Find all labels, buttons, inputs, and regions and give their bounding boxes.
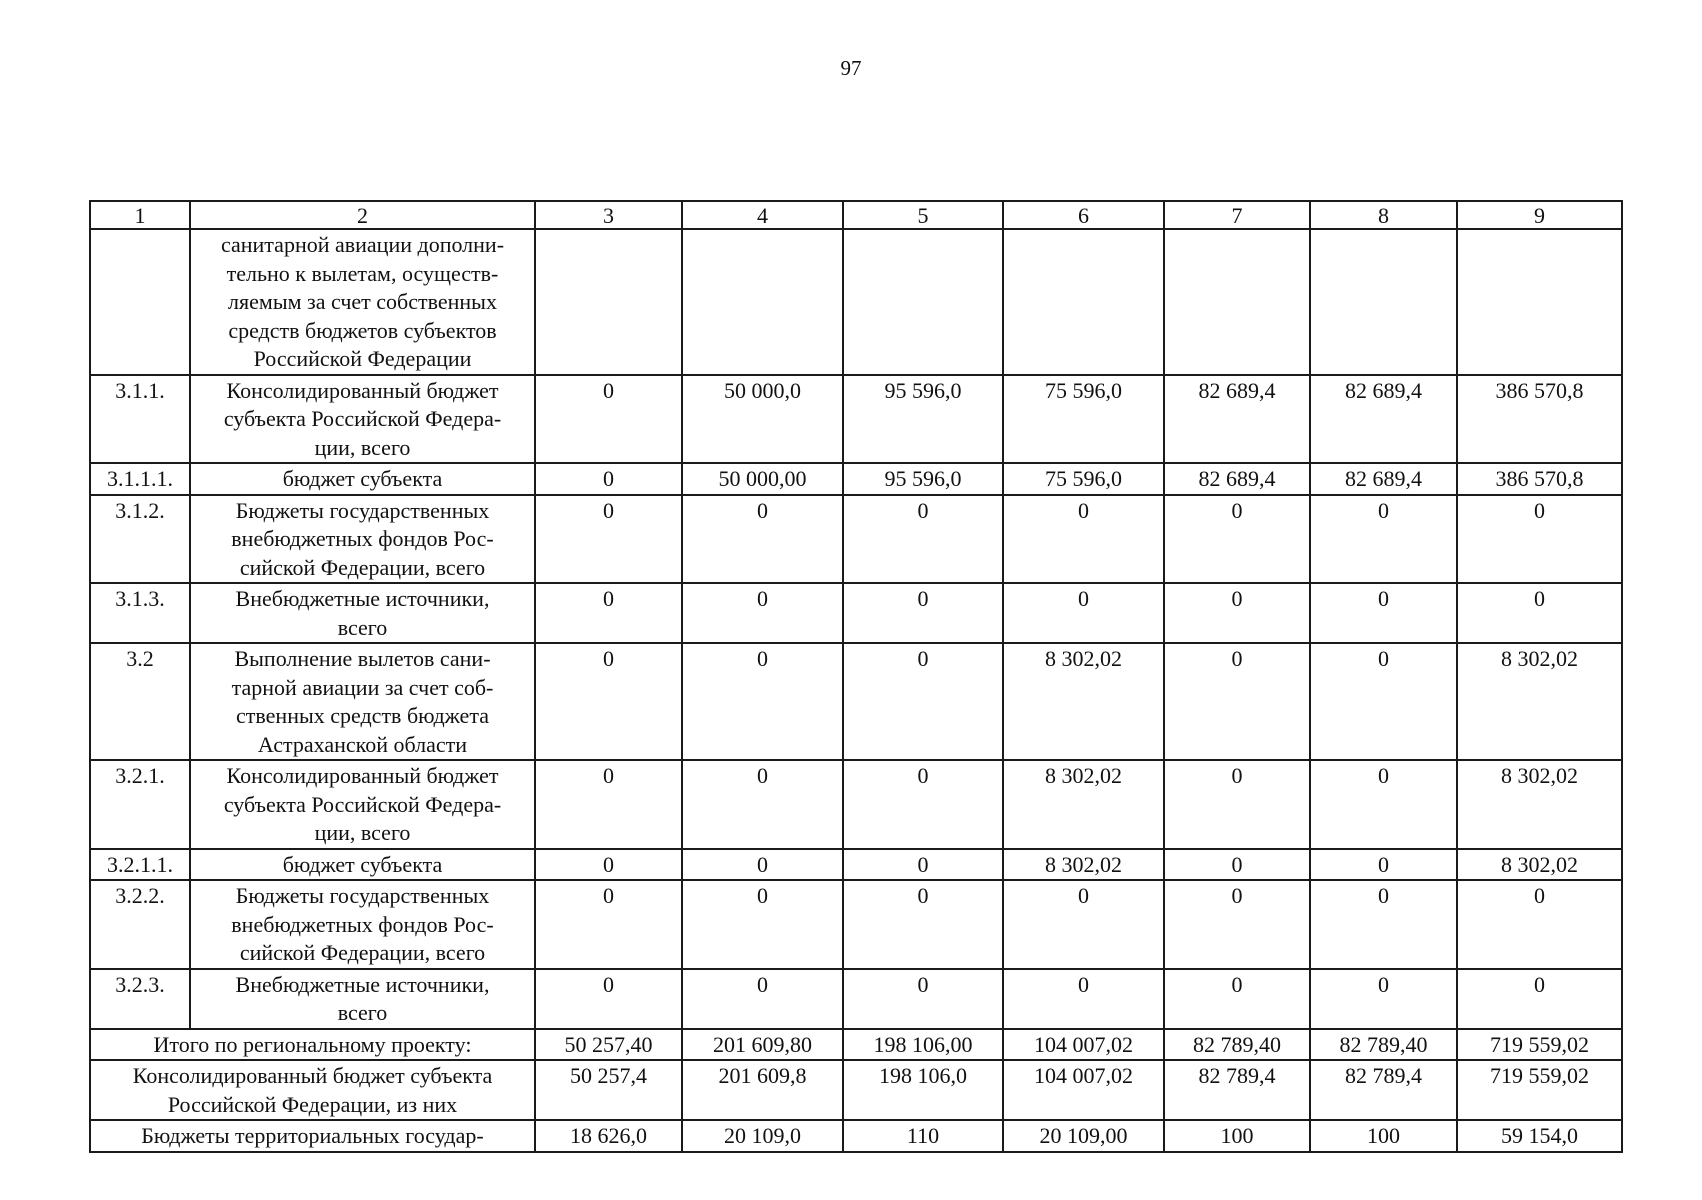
header-row [90, 201, 1622, 229]
total-row [90, 1120, 1622, 1152]
value-cell: 0 [535, 375, 682, 464]
row-name-cell: бюджет субъекта [190, 463, 535, 495]
total-value-cell: 719 559,02 [1457, 1060, 1622, 1120]
budget-table [89, 200, 1623, 1153]
value-cell: 0 [682, 849, 843, 881]
total-value-cell: 59 154,0 [1457, 1120, 1622, 1152]
table-row [90, 375, 1622, 464]
page-number: 97 [840, 56, 862, 80]
value-cell: 82 689,4 [1310, 375, 1457, 464]
total-label-cell: Бюджеты территориальных государ- [90, 1120, 535, 1152]
value-cell: 0 [1457, 880, 1622, 969]
row-name-cell: Выполнение вылетов сани- тарной авиации за счет соб- ственных средств бюджета Астраханской области [190, 643, 535, 760]
value-cell: 8 302,02 [1003, 760, 1164, 849]
row-name-cell: санитарной авиации дополни- тельно к вылетам, осуществ- ляемым за счет собственных средств бюджетов субъектов Российской Федерации [190, 229, 535, 375]
total-value-cell: 100 [1164, 1120, 1310, 1152]
total-value-cell: 20 109,00 [1003, 1120, 1164, 1152]
total-value-cell: 82 789,40 [1164, 1029, 1310, 1061]
value-cell: 82 689,4 [1164, 463, 1310, 495]
total-value-cell: 82 789,40 [1310, 1029, 1457, 1061]
total-value-cell: 110 [843, 1120, 1003, 1152]
table-row [90, 880, 1622, 969]
table-row [90, 969, 1622, 1029]
value-cell: 0 [682, 583, 843, 643]
total-value-cell: 201 609,8 [682, 1060, 843, 1120]
total-value-cell: 18 626,0 [535, 1120, 682, 1152]
table-row [90, 583, 1622, 643]
row-number-cell: 3.2.3. [90, 969, 190, 1029]
value-cell [1164, 229, 1310, 375]
value-cell: 75 596,0 [1003, 375, 1164, 464]
value-cell [535, 229, 682, 375]
total-value-cell: 50 257,40 [535, 1029, 682, 1061]
row-name-cell: Консолидированный бюджет субъекта Российской Федера- ции, всего [190, 760, 535, 849]
value-cell: 0 [682, 880, 843, 969]
value-cell: 0 [1164, 880, 1310, 969]
value-cell [843, 229, 1003, 375]
value-cell: 0 [535, 849, 682, 881]
total-value-cell: 100 [1310, 1120, 1457, 1152]
column-header: 5 [843, 201, 1003, 229]
value-cell: 0 [1164, 849, 1310, 881]
value-cell: 50 000,0 [682, 375, 843, 464]
row-name-cell: бюджет субъекта [190, 849, 535, 881]
value-cell: 0 [1164, 583, 1310, 643]
value-cell: 0 [843, 495, 1003, 584]
value-cell: 0 [1457, 583, 1622, 643]
value-cell: 0 [535, 969, 682, 1029]
table-row [90, 760, 1622, 849]
value-cell: 8 302,02 [1457, 760, 1622, 849]
row-number-cell: 3.1.3. [90, 583, 190, 643]
total-value-cell: 20 109,0 [682, 1120, 843, 1152]
value-cell: 0 [1164, 495, 1310, 584]
value-cell: 0 [682, 495, 843, 584]
row-number-cell: 3.1.1. [90, 375, 190, 464]
value-cell: 0 [1310, 880, 1457, 969]
value-cell: 0 [1003, 880, 1164, 969]
value-cell: 8 302,02 [1457, 849, 1622, 881]
row-number-cell: 3.1.2. [90, 495, 190, 584]
column-header: 6 [1003, 201, 1164, 229]
value-cell: 82 689,4 [1310, 463, 1457, 495]
total-value-cell: 198 106,00 [843, 1029, 1003, 1061]
column-header: 9 [1457, 201, 1622, 229]
value-cell: 0 [1164, 643, 1310, 760]
value-cell [682, 229, 843, 375]
value-cell [1003, 229, 1164, 375]
column-header: 7 [1164, 201, 1310, 229]
value-cell: 75 596,0 [1003, 463, 1164, 495]
value-cell: 0 [682, 969, 843, 1029]
value-cell: 0 [1457, 969, 1622, 1029]
total-value-cell: 82 789,4 [1164, 1060, 1310, 1120]
value-cell: 0 [535, 880, 682, 969]
row-number-cell: 3.2 [90, 643, 190, 760]
value-cell: 0 [1164, 969, 1310, 1029]
table-header [90, 201, 1622, 229]
column-header: 8 [1310, 201, 1457, 229]
total-value-cell: 719 559,02 [1457, 1029, 1622, 1061]
row-name-cell: Консолидированный бюджет субъекта Российской Федера- ции, всего [190, 375, 535, 464]
value-cell: 0 [843, 643, 1003, 760]
row-number-cell [90, 229, 190, 375]
value-cell: 0 [1310, 760, 1457, 849]
total-label-cell: Итого по региональному проекту: [90, 1029, 535, 1061]
total-value-cell: 82 789,4 [1310, 1060, 1457, 1120]
value-cell: 0 [1003, 583, 1164, 643]
value-cell: 386 570,8 [1457, 375, 1622, 464]
value-cell: 0 [1310, 643, 1457, 760]
total-row [90, 1060, 1622, 1120]
value-cell [1310, 229, 1457, 375]
value-cell: 0 [843, 760, 1003, 849]
total-value-cell: 104 007,02 [1003, 1029, 1164, 1061]
value-cell: 0 [682, 643, 843, 760]
row-name-cell: Внебюджетные источники, всего [190, 583, 535, 643]
total-value-cell: 50 257,4 [535, 1060, 682, 1120]
value-cell: 0 [843, 969, 1003, 1029]
value-cell: 0 [1164, 760, 1310, 849]
value-cell: 8 302,02 [1003, 849, 1164, 881]
value-cell: 0 [1310, 495, 1457, 584]
row-number-cell: 3.2.1. [90, 760, 190, 849]
column-header: 1 [90, 201, 190, 229]
value-cell: 8 302,02 [1003, 643, 1164, 760]
column-header: 2 [190, 201, 535, 229]
value-cell: 0 [843, 583, 1003, 643]
total-value-cell: 198 106,0 [843, 1060, 1003, 1120]
value-cell: 0 [1457, 495, 1622, 584]
value-cell: 0 [535, 463, 682, 495]
table-row [90, 463, 1622, 495]
value-cell: 0 [1003, 495, 1164, 584]
value-cell: 0 [843, 880, 1003, 969]
value-cell: 0 [1310, 583, 1457, 643]
row-name-cell: Внебюджетные источники, всего [190, 969, 535, 1029]
row-number-cell: 3.1.1.1. [90, 463, 190, 495]
row-name-cell: Бюджеты государственных внебюджетных фондов Рос- сийской Федерации, всего [190, 495, 535, 584]
value-cell: 0 [535, 760, 682, 849]
value-cell: 0 [1310, 849, 1457, 881]
value-cell [1457, 229, 1622, 375]
value-cell: 50 000,00 [682, 463, 843, 495]
table-row [90, 229, 1622, 375]
table-row [90, 643, 1622, 760]
row-number-cell: 3.2.1.1. [90, 849, 190, 881]
value-cell: 386 570,8 [1457, 463, 1622, 495]
value-cell: 95 596,0 [843, 463, 1003, 495]
value-cell: 95 596,0 [843, 375, 1003, 464]
value-cell: 0 [682, 760, 843, 849]
row-number-cell: 3.2.2. [90, 880, 190, 969]
value-cell: 0 [843, 849, 1003, 881]
total-value-cell: 201 609,80 [682, 1029, 843, 1061]
row-name-cell: Бюджеты государственных внебюджетных фондов Рос- сийской Федерации, всего [190, 880, 535, 969]
value-cell: 0 [535, 495, 682, 584]
value-cell: 0 [1310, 969, 1457, 1029]
total-label-cell: Консолидированный бюджет субъекта Российской Федерации, из них [90, 1060, 535, 1120]
column-header: 4 [682, 201, 843, 229]
value-cell: 82 689,4 [1164, 375, 1310, 464]
value-cell: 0 [535, 583, 682, 643]
table-body [90, 229, 1622, 1152]
column-header: 3 [535, 201, 682, 229]
table-row [90, 849, 1622, 881]
table-row [90, 495, 1622, 584]
total-value-cell: 104 007,02 [1003, 1060, 1164, 1120]
value-cell: 0 [535, 643, 682, 760]
total-row [90, 1029, 1622, 1061]
value-cell: 8 302,02 [1457, 643, 1622, 760]
value-cell: 0 [1003, 969, 1164, 1029]
